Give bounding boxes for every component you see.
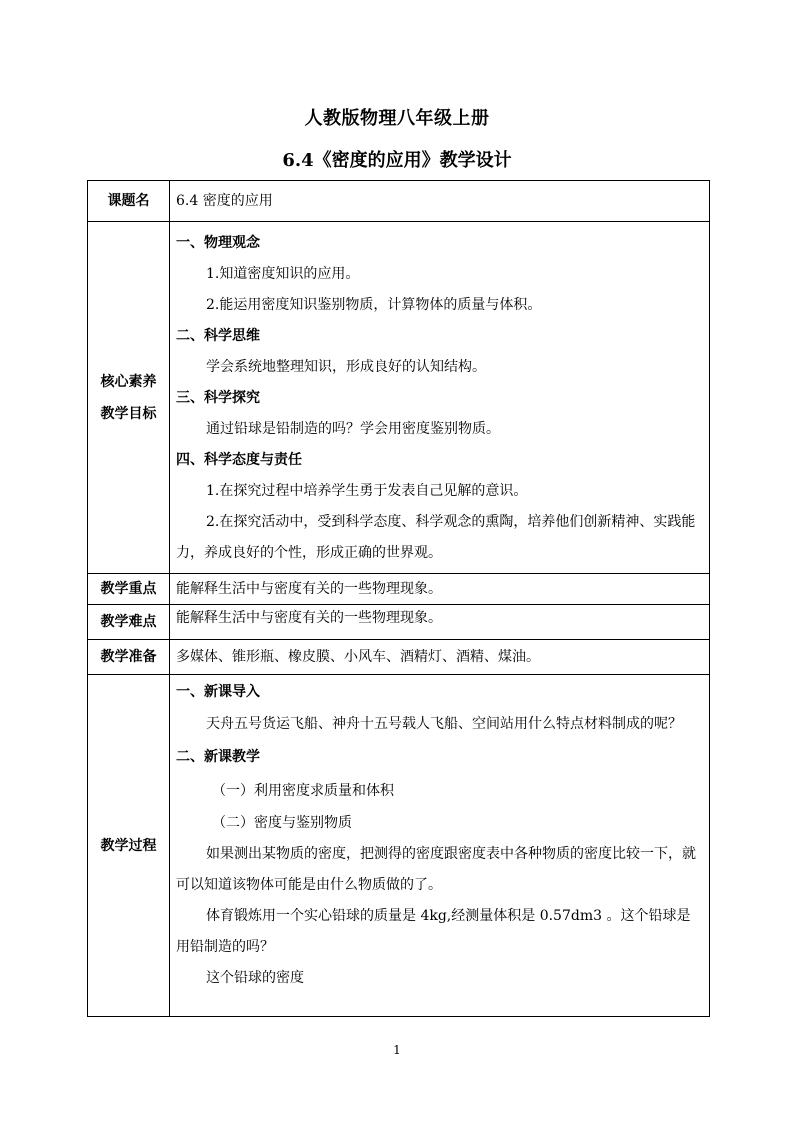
label-goals xyxy=(88,222,170,574)
goals-item: 1.知道密度知识的应用。 xyxy=(206,266,360,282)
goals-heading-4: 四、科学态度与责任 xyxy=(176,452,302,468)
page-number: 1 xyxy=(393,1043,401,1057)
label-process: 教学过程 xyxy=(88,675,170,1017)
process-subheading: （一）利用密度求质量和体积 xyxy=(212,783,394,799)
goals-item: 1.在探究过程中培养学生勇于发表自己见解的意识。 xyxy=(206,483,528,499)
row-difficulty xyxy=(88,605,710,640)
process-paragraph: 天舟五号货运飞船、神舟十五号载人飞船、空间站用什么特点材料制成的呢？ xyxy=(206,716,682,732)
document-title: 人教版物理八年级上册 xyxy=(304,108,490,129)
goals-content xyxy=(170,222,710,574)
row-preparation xyxy=(88,640,710,675)
value-preparation: 多媒体、锥形瓶、橡皮膜、小风车、酒精灯、酒精、煤油。 xyxy=(170,640,710,675)
row-process xyxy=(88,675,710,1017)
label-preparation: 教学准备 xyxy=(88,640,170,675)
goals-item: 通过铅球是铅制造的吗？学会用密度鉴别物质。 xyxy=(206,421,500,437)
label-goals-line2: 教学目标 xyxy=(100,405,157,422)
lesson-plan-table xyxy=(87,180,710,1017)
process-paragraph: 如果测出某物质的密度，把测得的密度跟密度表中各种物质的密度比较一下，就可以知道该物体可能是由什么物质做的了。 xyxy=(176,846,696,893)
row-goals xyxy=(88,222,710,574)
goals-item: 学会系统地整理知识，形成良好的认知结构。 xyxy=(206,359,486,375)
label-difficulty: 教学难点 xyxy=(88,605,170,640)
goals-heading-2: 二、科学思维 xyxy=(176,328,260,344)
goals-heading-3: 三、科学探究 xyxy=(176,390,260,406)
label-key-point: 教学重点 xyxy=(88,574,170,605)
process-paragraph: 体育锻炼用一个实心铅球的质量是 4kg,经测量体积是 0.57dm3 。这个铅球是用铅制造的吗？ xyxy=(176,908,691,955)
label-topic: 课题名 xyxy=(88,181,170,222)
value-difficulty: 能解释生活中与密度有关的一些物理现象。 xyxy=(170,605,710,640)
process-paragraph: 这个铅球的密度 xyxy=(206,970,304,986)
label-goals-line1: 核心素养 xyxy=(100,373,157,390)
value-key-point: 能解释生活中与密度有关的一些物理现象。 xyxy=(170,574,710,605)
goals-item: 2.在探究活动中，受到科学态度、科学观念的熏陶，培养他们创新精神、实践能力，养成良好的个性，形成正确的世界观。 xyxy=(176,514,696,561)
process-heading-2: 二、新课教学 xyxy=(176,749,260,765)
row-topic xyxy=(88,181,710,222)
goals-heading-1: 一、物理观念 xyxy=(176,235,260,251)
row-key-point xyxy=(88,574,710,605)
value-topic: 6.4 密度的应用 xyxy=(170,181,710,222)
process-heading-1: 一、新课导入 xyxy=(176,684,260,700)
process-content xyxy=(170,675,710,1017)
process-subheading: （二）密度与鉴别物质 xyxy=(212,815,352,831)
document-subtitle: 6.4《密度的应用》教学设计 xyxy=(282,150,512,171)
goals-item: 2.能运用密度知识鉴别物质，计算物体的质量与体积。 xyxy=(206,297,542,313)
